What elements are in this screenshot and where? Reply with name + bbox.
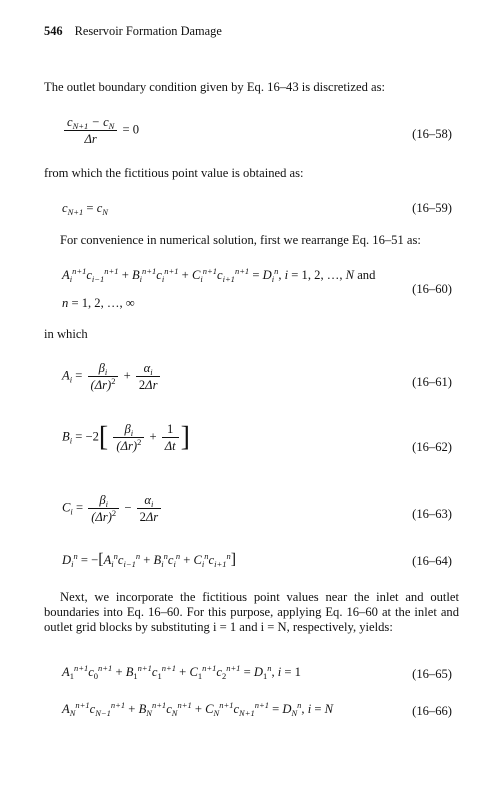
paragraph-fictitious-incorporation: Next, we incorporate the fictitious point values near the inlet and outlet boundaries into Eq. 16–60. For this purpose, applying Eq. 16–60 at the inlet and outlet grid blocks by substituting i = 1 and i = N, respectively, yields: <box>44 590 459 634</box>
equation-number-16-63: (16–63) <box>412 507 452 521</box>
paragraph-rearrange: For convenience in numerical solution, first we rearrange Eq. 16–51 as: <box>60 233 421 247</box>
equation-16-60-line1: $A_i^{n+1}c_{i-1}^{n+1} + B_i^{n+1}c_i^{n+1} + C_i^{n+1}c_{i+1}^{n+1} = D_i^n$, i = 1, 2, …, N and <box>62 266 376 284</box>
equation-16-63: $C_i$ = $\frac{\beta_i}{(\Delta r)^2}$ − $\frac{\alpha_i}{2\Delta r}$ <box>62 492 163 525</box>
equation-16-60-line2: n = 1, 2, …, ∞ <box>62 296 135 310</box>
equation-16-66: $A_N^{n+1}c_{N-1}^{n+1} + B_N^{n+1}c_N^{n+1} + C_N^{n+1}c_{N+1}^{n+1} = D_N^n$, i = N <box>62 700 334 718</box>
equation-number-16-61: (16–61) <box>412 375 452 389</box>
equation-number-16-58: (16–58) <box>412 127 452 141</box>
equation-number-16-64: (16–64) <box>412 554 452 568</box>
paragraph-in-which: in which <box>44 327 88 341</box>
equation-number-16-59: (16–59) <box>412 201 452 215</box>
equation-number-16-60: (16–60) <box>412 282 452 296</box>
paragraph-fictitious-point: from which the fictitious point value is obtained as: <box>44 166 304 180</box>
equation-16-62: $B_i = -2$[ $\frac{\beta_i}{(\Delta r)^2}$ + $\frac{1}{\Delta t}$ ] <box>62 421 190 453</box>
equation-16-59: $c_{N+1} = c_N$ <box>62 201 108 217</box>
running-title: Reservoir Formation Damage <box>74 24 222 38</box>
equation-16-64: $D_i^n = -[A_i^nc_{i-1}^n + B_i^nc_i^n + C_i^nc_{i+1}^n]$ <box>62 551 237 569</box>
page-number: 546 <box>44 24 63 38</box>
equation-16-58: $\frac{c_{N+1} - c_N}{\Delta r}$ = 0 <box>62 114 139 147</box>
equation-number-16-65: (16–65) <box>412 667 452 681</box>
equation-number-16-66: (16–66) <box>412 704 452 718</box>
equation-number-16-62: (16–62) <box>412 440 452 454</box>
page-header <box>44 24 222 39</box>
paragraph-outlet-boundary: The outlet boundary condition given by Eq. 16–43 is discretized as: <box>44 80 386 94</box>
equation-16-65: $A_1^{n+1}c_0^{n+1} + B_1^{n+1}c_1^{n+1} + C_1^{n+1}c_2^{n+1} = D_1^n$, i = 1 <box>62 663 301 681</box>
equation-16-61: $A_i$ = $\frac{\beta_i}{(\Delta r)^2}$ + $\frac{\alpha_i}{2\Delta r}$ <box>62 360 162 393</box>
